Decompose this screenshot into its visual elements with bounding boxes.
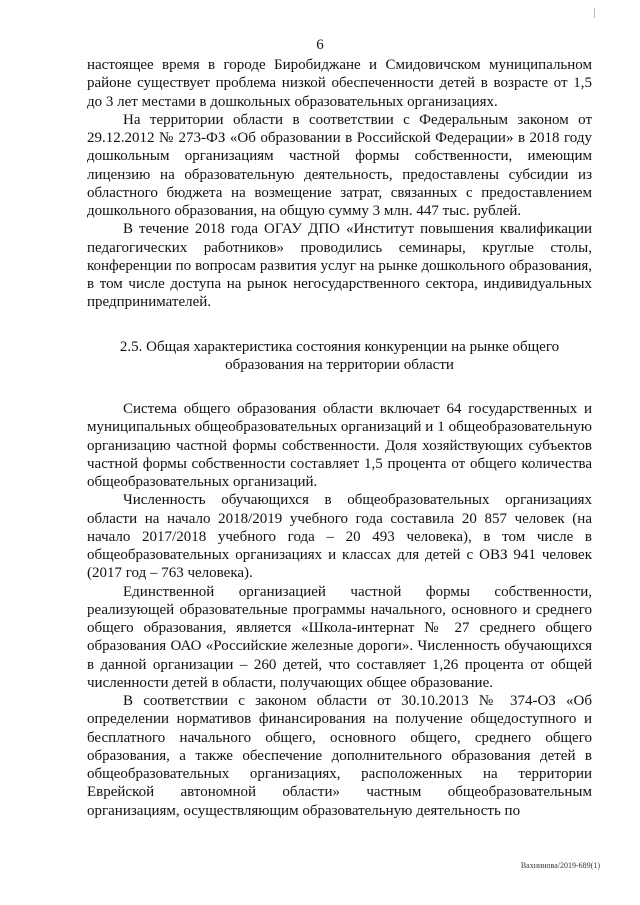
section-heading: 2.5. Общая характеристика состояния конкуренции на рынке общего образования на территории области xyxy=(119,338,560,373)
paragraph-subsidies: На территории области в соответствии с Федеральным законом от 29.12.2012 № 273-ФЗ «Об образовании в Российской Федерации» в 2018 году дошкольным организациям частной формы собственности, имеющим лицензию на образовательную деятельность, предоставлены субсидии из областного бюджета на возмещение затрат, связанных с предоставлением дошкольного образования, на общую сумму 3 млн. 447 тыс. рублей. xyxy=(87,111,592,219)
footer-document-code: Вахнинова/2019-689(1) xyxy=(520,861,600,870)
document-body xyxy=(87,56,592,820)
paragraph-seminars: В течение 2018 года ОГАУ ДПО «Институт повышения квалификации педагогических работников» проводились семинары, круглые столы, конференции по вопросам развития услуг на рынке дошкольного образования, в том числе доступа на рынок негосударственного сектора, индивидуальных предпринимателей. xyxy=(87,221,592,311)
paragraph-student-count: Численность обучающихся в общеобразовательных организациях области на начало 2018/2019 учебного года составила 20 857 человек (на начало 2017/2018 учебного года – 20 493 человека), в том числе в общеобразовательных организациях и классах для детей с ОВЗ 941 человек (2017 год – 763 человека). xyxy=(87,492,592,582)
paragraph-system-overview: Система общего образования области включает 64 государственных и муниципальных общеобразовательных организаций и 1 общеобразовательную организацию частной формы собственности. Доля хозяйствующих субъектов частной формы собственности составляет 1,5 процента от общего количества общеобразовательных организаций. xyxy=(87,401,592,490)
paragraph-funding-law: В соответствии с законом области от 30.10.2013 № 374-ОЗ «Об определении нормативов финансирования на получение общедоступного и бесплатного начального общего, основного общего, среднего общего образования, а также обеспечение дополнительного образования детей в общеобразовательных организациях, расположенных на территории Еврейской автономной области» частным общеобразовательным организациям, осуществляющим образовательную деятельность по xyxy=(87,693,592,819)
paragraph-continuation: настоящее время в городе Биробиджане и Смидовичском муниципальном районе существует проблема низкой обеспеченности детей в возрасте от 1,5 до 3 лет местами в дошкольных образовательных организациях. xyxy=(87,57,592,110)
scan-mark xyxy=(594,8,595,18)
page-number: 6 xyxy=(316,37,324,53)
paragraph-private-school: Единственной организацией частной формы собственности, реализующей образовательные программы начального, основного и среднего общего образования, является «Школа-интернат № 27 среднего общего образования ОАО «Российские железные дороги». Численность обучающихся в данной организации – 260 детей, что составляет 1,26 процента от общей численности детей в области, получающих общее образование. xyxy=(87,583,592,691)
